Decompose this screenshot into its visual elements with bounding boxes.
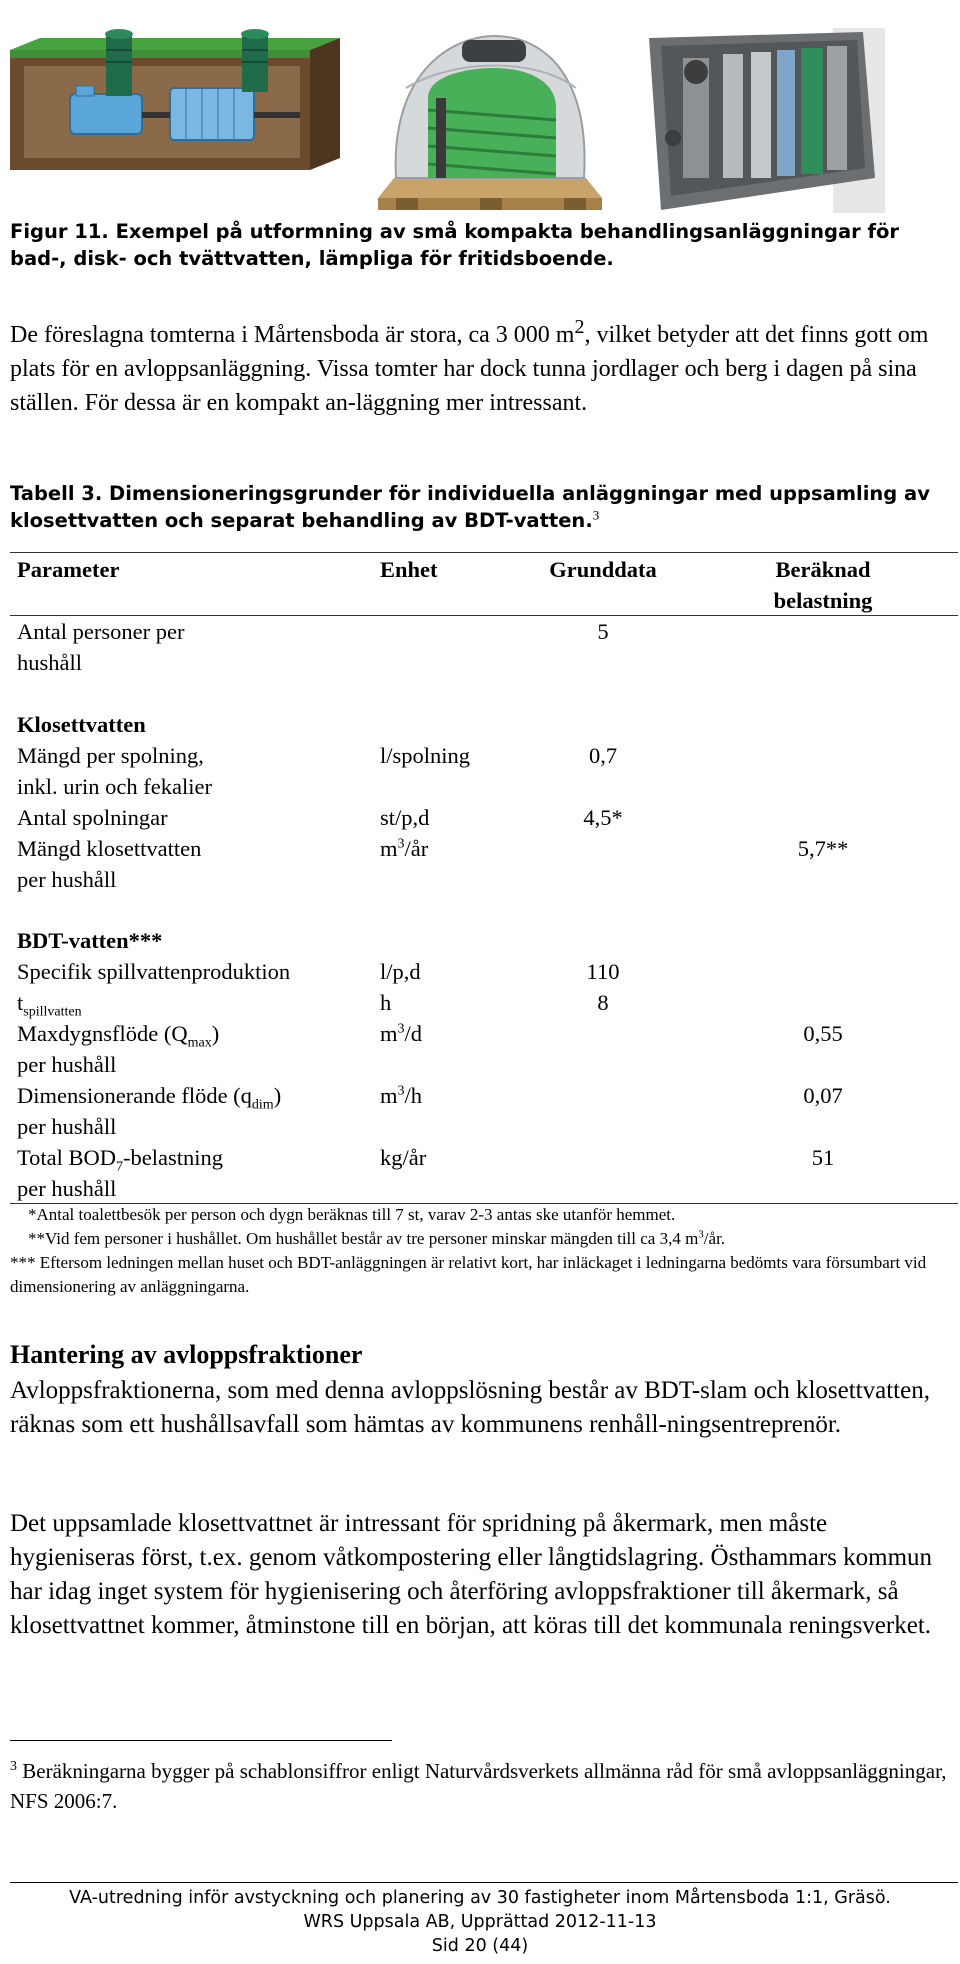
row-t-spillvatten-grunddata: 8 [597,990,609,1015]
row-antal-spolningar-label: Antal spolningar [17,805,168,830]
label-part: ) [211,1021,220,1046]
row-maxdygnsflode-enhet [380,1018,422,1049]
footnote-number: 3 [10,1759,17,1774]
footnote-rule [10,1740,392,1741]
row-dimensionerande-flode-belastning: 0,07 [803,1083,843,1108]
label-sub: max [187,1035,212,1051]
row-mangd-klosettvatten-enhet [380,833,428,864]
row-maxdygnsflode-label-2: per hushåll [17,1052,117,1077]
unit-part: /år [404,836,429,861]
table-note-1: *Antal toalettbesök per person och dygn beräknas till 7 st, varav 2-3 antas ske utanför hemmet. [28,1205,676,1224]
intro-text-1: De föreslagna tomterna i Mårtensboda är stora, ca 3 000 m [10,322,575,348]
row-total-bod-enhet: kg/år [380,1145,427,1170]
row-mangd-klosettvatten-belastning: 5,7** [797,836,849,861]
unit-part: m [380,1021,398,1046]
unit-part: m [380,1083,398,1108]
label-sub: dim [251,1097,274,1113]
row-specifik-spillvatten-enhet: l/p,d [380,959,421,984]
row-dimensionerande-flode-enhet [380,1080,422,1111]
table-note-2 [28,1227,948,1251]
note-sup: 3 [698,1228,704,1241]
row-maxdygnsflode-belastning: 0,55 [803,1021,843,1046]
figure-caption: Figur 11. Exempel på utformning av små kompakta behandlingsanläggningar för bad-, disk- och tvättvatten, lämpliga för fritidsboende. [10,220,900,270]
footer-rule [10,1882,958,1883]
row-mangd-klosettvatten-label-2: per hushåll [17,867,117,892]
table-caption-text: Tabell 3. Dimensioneringsgrunder för individuella anläggningar med uppsamling av klosettvatten och separat behandling av BDT-vatten. [10,482,930,532]
label-part: ) [273,1083,282,1108]
section-paragraph-1: Avloppsfraktionerna, som med denna avloppslösning består av BDT-slam och klosettvatten, räknas som ett hushållsavfall som hämtas av kommunens renhåll-ningsentreprenör. [10,1377,930,1438]
section-heading: Hantering av avloppsfraktioner [10,1340,363,1369]
row-mangd-klosettvatten-label: Mängd klosettvatten [17,836,202,861]
row-total-bod-label [17,1142,223,1173]
row-mangd-spolning-label: Mängd per spolning, [17,743,204,768]
unit-sup: 3 [397,1021,405,1037]
row-antal-personer-label: Antal personer per [17,619,185,644]
table-header-belastning: belastning [773,588,873,613]
table-caption [10,480,950,534]
note-part: **Vid fem personer i hushållet. Om hushållet består av tre personer minskar mängden till ca 3,4 m [28,1229,699,1248]
section-paragraph-2: Det uppsamlade klosettvattnet är intressant för spridning på åkermark, men måste hygieniseras först, t.ex. genom våtkompostering eller långtidslagring. Östhammars kommun har idag inget system för hygienisering och återföring avloppsfraktioner till åkermark, så klosettvattnet kommer, åtminstone till en början, att köras till det kommunala reningsverket. [10,1510,933,1639]
figure-filter-box [643,28,885,213]
intro-paragraph [10,318,950,420]
row-total-bod-label-2: per hushåll [17,1176,117,1201]
row-t-spillvatten-enhet: h [380,990,392,1015]
row-dimensionerande-flode-label [17,1080,281,1111]
row-specifik-spillvatten-label: Specifik spillvattenproduktion [17,959,291,984]
table-header-parameter: Parameter [17,557,120,582]
footer-page-number: Sid 20 (44) [431,1936,529,1956]
intro-text-2: , vilket betyder att det finns gott om plats för en avloppsanläggning. Vissa tomter har dock tunna jordlager och berg i dagen på sina ställen. För dessa är en kompakt an-läggning mer intressant. [10,322,929,416]
table-header-grunddata: Grunddata [549,557,657,582]
row-dimensionerande-flode-label-2: per hushåll [17,1114,117,1139]
footer-title: VA-utredning inför avstyckning och planering av 30 fastigheter inom Mårtensboda 1:1, Gräsö. [69,1888,891,1908]
table-note-3: *** Eftersom ledningen mellan huset och BDT-anläggningen är relativt kort, har inläckaget i ledningarna bedömts vara försumbart vid dimensionering av anläggningarna. [10,1253,927,1296]
section-bdt-vatten: BDT-vatten*** [17,928,163,953]
label-part: -belastning [123,1145,224,1170]
row-antal-spolningar-enhet: st/p,d [380,805,430,830]
row-antal-personer-grunddata: 5 [597,619,609,644]
row-t-spillvatten-label [17,987,82,1018]
figure-tank-cross-section [10,28,340,173]
label-part: Dimensionerande flöde (q [17,1083,252,1108]
table-header-enhet: Enhet [380,557,438,582]
footnote-text: Beräkningarna bygger på schablonsiffror enligt Naturvårdsverkets allmänna råd för små avloppsanläggningar, NFS 2006:7. [10,1759,947,1813]
row-mangd-spolning-grunddata: 0,7 [588,743,618,768]
label-part: Total BOD [17,1145,117,1170]
row-mangd-spolning-label-2: inkl. urin och fekalier [17,774,212,799]
unit-sup: 3 [397,836,405,852]
label-sub: 7 [116,1159,124,1175]
note-part: /år. [703,1229,726,1248]
section-klosettvatten: Klosettvatten [17,712,146,737]
footnote [10,1756,950,1816]
table-caption-footnote-ref: 3 [592,507,600,523]
unit-sup: 3 [397,1083,405,1099]
label-part: t [17,990,24,1015]
label-sub: spillvatten [23,1004,82,1020]
row-antal-spolningar-grunddata: 4,5* [583,805,623,830]
row-mangd-spolning-enhet: l/spolning [380,743,471,768]
table-top-rule [10,552,958,553]
unit-part: m [380,836,398,861]
label-part: Maxdygnsflöde (Q [17,1021,188,1046]
unit-part: /d [404,1021,423,1046]
figure-dome-filter-unit [376,28,604,213]
footer-company-date: WRS Uppsala AB, Upprättad 2012-11-13 [303,1912,657,1932]
unit-part: /h [404,1083,423,1108]
table-header-beraknad: Beräknad [775,557,871,582]
row-total-bod-belastning: 51 [811,1145,835,1170]
row-maxdygnsflode-label [17,1018,219,1049]
row-specifik-spillvatten-grunddata: 110 [586,959,620,984]
intro-sup: 2 [574,316,585,338]
row-antal-personer-label-2: hushåll [17,650,82,675]
